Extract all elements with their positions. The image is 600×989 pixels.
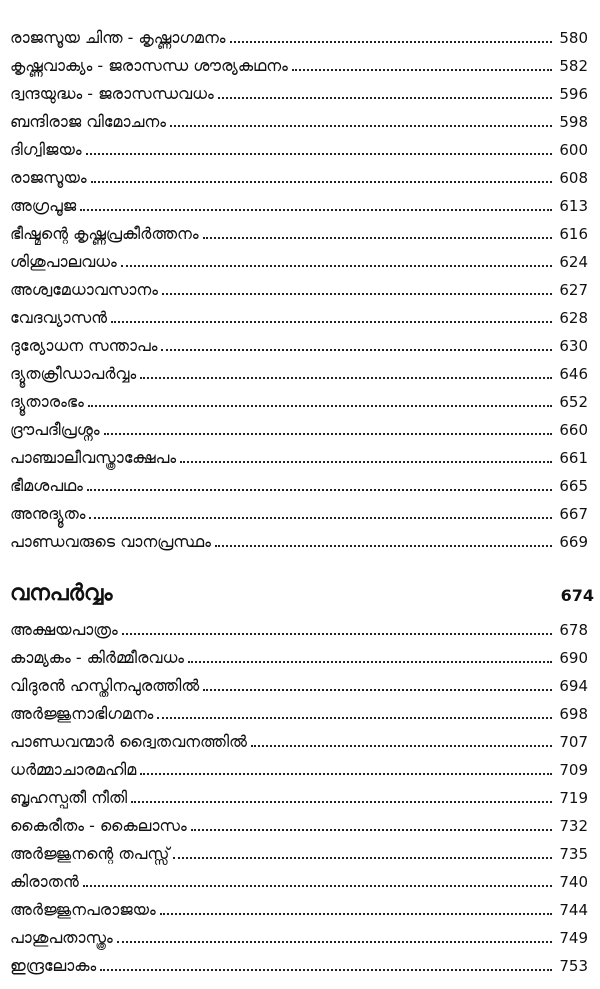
toc-entry-page: 627	[559, 281, 588, 299]
toc-entry	[10, 218, 588, 244]
toc-entry	[10, 386, 588, 412]
toc-entry	[10, 106, 588, 132]
dot-leader	[100, 969, 552, 971]
dot-leader	[117, 941, 552, 943]
toc-entry-page: 665	[559, 477, 588, 495]
dot-leader	[191, 829, 552, 831]
toc-entry-title: ധർമ്മാചാരമഹിമ	[10, 760, 137, 779]
toc-entry-title: അശ്വമേധാവസാനം	[10, 280, 158, 299]
dot-leader	[188, 661, 552, 663]
dot-leader	[162, 293, 552, 295]
toc-entry-title: പാണ്ഡവന്മാർ ദ്വൈതവനത്തിൽ	[10, 732, 247, 751]
toc-entry-page: 598	[559, 113, 588, 131]
toc-entry	[10, 614, 588, 640]
dot-leader	[122, 633, 552, 635]
toc-entry-page: 667	[559, 505, 588, 523]
toc-entry-title: അർജ്ജുനപരാജയം	[10, 900, 156, 919]
dot-leader	[104, 433, 552, 435]
dot-leader	[215, 545, 552, 547]
toc-entry-title: ദ്യൂതാരംഭം	[10, 392, 84, 411]
toc-entry	[10, 78, 588, 104]
dot-leader	[180, 461, 552, 463]
toc-entry-page: 660	[559, 421, 588, 439]
toc-entry-page: 707	[559, 733, 588, 751]
toc-entry-page: 580	[559, 29, 588, 47]
toc-entry-page: 613	[559, 197, 588, 215]
toc-entry	[10, 838, 588, 864]
toc-entry-page: 616	[559, 225, 588, 243]
toc-entry-page: 628	[559, 309, 588, 327]
section-page: 674	[560, 586, 594, 605]
dot-leader	[140, 773, 552, 775]
toc-entry-page: 694	[559, 677, 588, 695]
toc-entry-title: അനുദ്യൂതം	[10, 504, 86, 523]
dot-leader	[251, 745, 552, 747]
dot-leader	[89, 517, 552, 519]
toc-entry-title: ദ്യൂതക്രീഡാപർവ്വം	[10, 364, 137, 383]
toc-entry-page: 608	[559, 169, 588, 187]
toc-entry-page: 735	[559, 845, 588, 863]
dot-leader	[203, 237, 552, 239]
toc-entry-title: പാണ്ഡവരുടെ വാനപ്രസ്ഥം	[10, 532, 211, 551]
toc-entry-title: പാശുപതാസ്ത്രം	[10, 928, 113, 947]
toc-entry-title: ഭീമശപഥം	[10, 476, 83, 495]
toc-entry-page: 740	[559, 873, 588, 891]
toc-entry	[10, 866, 588, 892]
toc-entry-page: 749	[559, 929, 588, 947]
toc-entry	[10, 642, 588, 668]
dot-leader	[83, 885, 552, 887]
dot-leader	[140, 377, 552, 379]
toc-entry-title: ദ്വന്ദയുദ്ധം - ജരാസന്ധവധം	[10, 84, 214, 103]
toc-entry-page: 690	[559, 649, 588, 667]
dot-leader	[157, 717, 552, 719]
toc-entry-title: വിദുരൻ ഹസ്തിനപുരത്തിൽ	[10, 676, 200, 695]
toc-entry	[10, 274, 588, 300]
toc-entry-title: രാജസൂയ ചിന്ത - കൃഷ്ണാഗമനം	[10, 28, 226, 47]
dot-leader	[121, 265, 552, 267]
toc-entry	[10, 162, 588, 188]
toc-entry-title: വേദവ്യാസൻ	[10, 308, 108, 327]
toc-entry-title: കൈരീതം - കൈലാസം	[10, 816, 187, 835]
dot-leader	[88, 405, 552, 407]
toc-entry	[10, 526, 588, 552]
toc-entry-title: ദ്രൗപദീപ്രശ്നം	[10, 420, 100, 439]
toc-entry	[10, 498, 588, 524]
toc-entry-page: 719	[559, 789, 588, 807]
toc-entry-title: അർജ്ജുനന്റെ തപസ്സ്	[10, 844, 170, 863]
toc-entry-page: 596	[559, 85, 588, 103]
toc-entry	[10, 922, 588, 948]
toc-entry-title: അർജ്ജുനാഭിഗമനം	[10, 704, 154, 723]
toc-entry	[10, 358, 588, 384]
toc-entry	[10, 470, 588, 496]
toc-entry-page: 646	[559, 365, 588, 383]
toc-entry-title: കിരാതൻ	[10, 872, 79, 891]
dot-leader	[173, 857, 552, 859]
toc-entry	[10, 50, 588, 76]
section-heading	[10, 574, 594, 608]
dot-leader	[131, 801, 552, 803]
dot-leader	[80, 209, 552, 211]
toc-entry-page: 669	[559, 533, 588, 551]
toc-entry-page: 624	[559, 253, 588, 271]
dot-leader	[91, 181, 552, 183]
toc-entry-page: 600	[559, 141, 588, 159]
toc-entry-page: 744	[559, 901, 588, 919]
toc-entry	[10, 894, 588, 920]
toc-entry-title: ബൃഹസ്പതീ നീതി	[10, 788, 128, 807]
toc-entry	[10, 810, 588, 836]
dot-leader	[86, 153, 552, 155]
toc-entry-title: കൃഷ്ണവാക്യം - ജരാസന്ധ ശൗര്യകഥനം	[10, 56, 288, 75]
dot-leader	[111, 321, 552, 323]
toc-entry-page: 582	[559, 57, 588, 75]
toc-entry	[10, 190, 588, 216]
toc-entry	[10, 950, 588, 976]
toc-entry-title: ദുര്യോധന സന്താപം	[10, 336, 158, 355]
toc-entry-page: 652	[559, 393, 588, 411]
toc-entry	[10, 442, 588, 468]
dot-leader	[230, 41, 552, 43]
toc-entry	[10, 302, 588, 328]
dot-leader	[87, 489, 552, 491]
toc-entry-title: രാജസൂയം	[10, 168, 87, 187]
toc-entry-title: കാമ്യകം - കിർമ്മീരവധം	[10, 648, 185, 667]
toc-entry-page: 753	[559, 957, 588, 975]
toc-entry-title: ഇന്ദ്രലോകം	[10, 956, 97, 975]
toc-entry-title: ശിശുപാലവധം	[10, 252, 117, 271]
dot-leader	[203, 689, 552, 691]
toc-entry	[10, 246, 588, 272]
section-title: വനപർവ്വം	[10, 581, 113, 606]
toc-entry-title: ഭീഷ്മന്റെ കൃഷ്ണപ്രകീർത്തനം	[10, 224, 199, 243]
toc-entry	[10, 726, 588, 752]
toc-entry-page: 661	[559, 449, 588, 467]
dot-leader	[170, 125, 552, 127]
dot-leader	[218, 97, 552, 99]
dot-leader	[292, 69, 552, 71]
toc-entry-page: 698	[559, 705, 588, 723]
toc-entry-page: 630	[559, 337, 588, 355]
toc-entry-title: അക്ഷയപാത്രം	[10, 620, 118, 639]
toc-entry-title: ബന്ദിരാജ വിമോചനം	[10, 112, 166, 131]
toc-entry	[10, 670, 588, 696]
toc-entry	[10, 22, 588, 48]
toc-entry	[10, 134, 588, 160]
toc-entry	[10, 330, 588, 356]
toc-entry-title: അഗ്രപൂജ	[10, 196, 77, 215]
toc-entry-page: 709	[559, 761, 588, 779]
toc-entry	[10, 698, 588, 724]
toc-entry-title: പാഞ്ചാലീവസ്ത്രാക്ഷേപം	[10, 448, 177, 467]
toc-entry-title: ദിഗ്വിജയം	[10, 140, 82, 159]
dot-leader	[161, 349, 552, 351]
toc-entry	[10, 414, 588, 440]
toc-entry-page: 678	[559, 621, 588, 639]
toc-entry-page: 732	[559, 817, 588, 835]
dot-leader	[160, 913, 552, 915]
toc-entry	[10, 754, 588, 780]
toc-entry	[10, 782, 588, 808]
